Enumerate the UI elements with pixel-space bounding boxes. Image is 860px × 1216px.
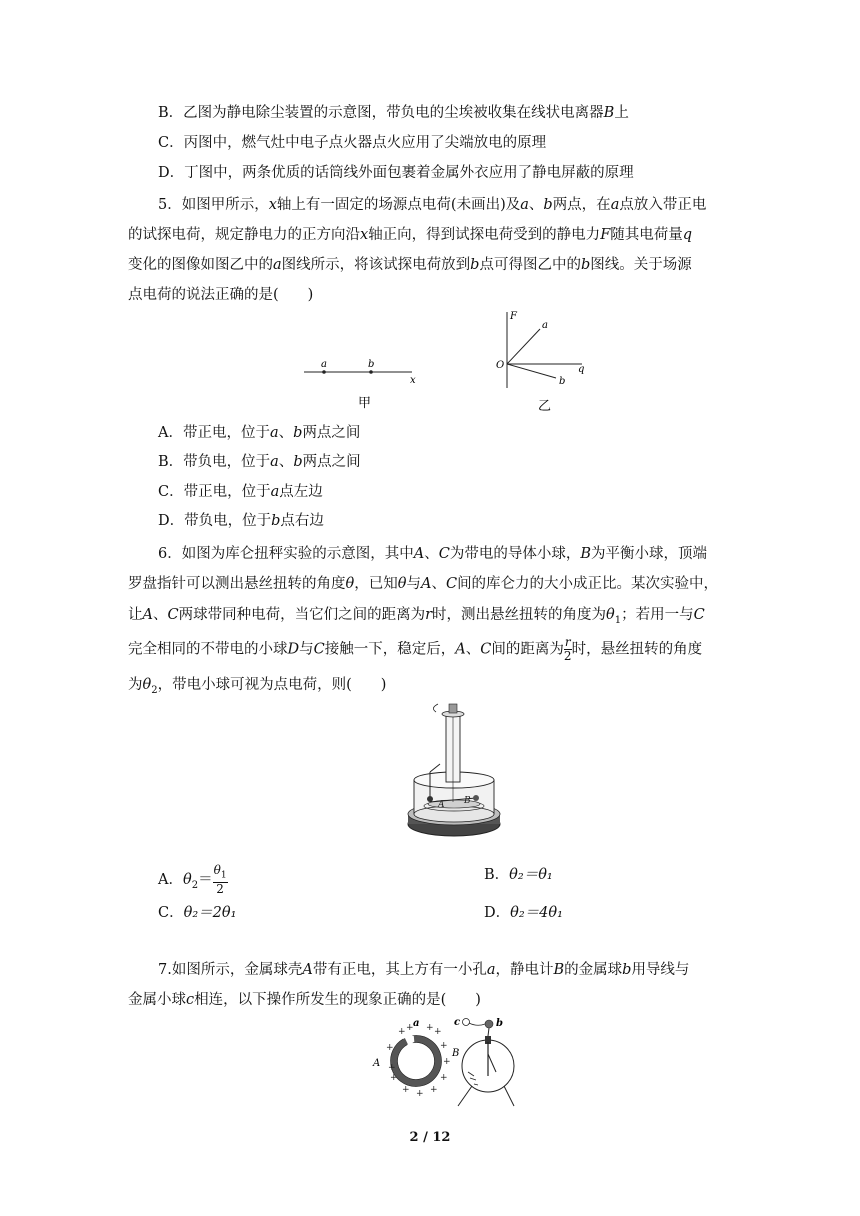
q5-stem-line4: 点电荷的说法正确的是( )	[128, 287, 314, 303]
label-F: F	[510, 311, 517, 322]
svg-text:+: +	[398, 1027, 406, 1037]
q4-option-d: D．丁图中，两条优质的话筒线外面包裹着金属外衣应用了静电屏蔽的原理	[158, 165, 634, 181]
q6-option-c: C．θ₂＝2θ₁	[158, 905, 237, 921]
caption-yi: 乙	[538, 399, 552, 414]
q6-option-d: D．θ₂＝4θ₁	[484, 905, 563, 921]
q5-stem-line3: 变化的图像如图乙中的a图线所示，将该试探电荷放到b点可得图乙中的b图线。关于场源	[128, 257, 692, 273]
fraction-theta1-over-2: $\frac{\theta_1}{2}$	[213, 863, 227, 897]
q5-option-c: C．带正电，位于a点左边	[158, 484, 323, 500]
q4-option-c: C．丙图中，燃气灶中电子点火器点火应用了尖端放电的原理	[158, 135, 547, 151]
q5-option-a: A．带正电，位于a、b两点之间	[158, 425, 361, 441]
label-A: A	[438, 800, 445, 810]
line-b	[507, 364, 556, 378]
q5-stem-line1: 5．如图甲所示，x轴上有一固定的场源点电荷(未画出)及a、b两点，在a点放入带正电	[158, 197, 707, 213]
torsion-balance-figure	[400, 702, 510, 844]
svg-text:+: +	[440, 1041, 448, 1051]
q6-stem-line2: 罗盘指针可以测出悬丝扭转的角度θ，已知θ与A、C间的库仑力的大小成正比。某次实验中，	[128, 576, 719, 592]
label-b: b	[368, 359, 375, 370]
svg-text:+: +	[416, 1089, 424, 1099]
svg-text:+: +	[390, 1073, 398, 1083]
label-a: a	[542, 320, 548, 331]
label-x: x	[410, 375, 416, 386]
q5-stem-line2: 的试探电荷，规定静电力的正方向沿x轴正向，得到试探电荷受到的静电力F随其电荷量q	[128, 227, 693, 243]
shell-electrometer-figure	[368, 1012, 528, 1110]
svg-text:+: +	[434, 1027, 442, 1037]
label-c: c	[454, 1017, 461, 1028]
q4-option-b: B．乙图为静电除尘装置的示意图，带负电的尘埃被收集在线状电离器B上	[158, 105, 629, 121]
svg-text:+: +	[388, 1063, 396, 1073]
point-b	[369, 370, 373, 374]
svg-text:+: +	[443, 1057, 451, 1067]
q6-stem-line1: 6．如图为库仑扭秤实验的示意图，其中A、C为带电的导体小球，B为平衡小球，顶端	[158, 546, 707, 562]
svg-text:+: +	[406, 1023, 414, 1033]
label-a: a	[321, 359, 327, 370]
point-a	[322, 370, 326, 374]
label-a: a	[413, 1018, 420, 1029]
label-A: A	[373, 1058, 381, 1069]
label-b: b	[496, 1018, 503, 1029]
fraction-r-over-2: $\frac{r}{2}$	[563, 635, 572, 663]
q5-option-d: D．带负电，位于b点右边	[158, 513, 324, 529]
label-B: B	[464, 796, 471, 806]
q6-stem-line5: 为$\theta_2$，带电小球可视为点电荷，则( )	[128, 677, 387, 696]
svg-text:+: +	[402, 1085, 410, 1095]
svg-text:+: +	[426, 1023, 434, 1033]
svg-text:+: +	[440, 1073, 448, 1083]
label-q: q	[578, 364, 585, 375]
label-b: b	[559, 376, 566, 387]
page-number: 2 / 12	[409, 1130, 451, 1145]
svg-text:+: +	[386, 1043, 394, 1053]
figure-jia	[300, 352, 430, 412]
q6-option-b: B．θ₂＝θ₁	[484, 867, 553, 883]
svg-text:+: +	[430, 1085, 438, 1095]
q5-option-b: B．带负电，位于a、b两点之间	[158, 454, 361, 470]
figure-yi	[490, 306, 600, 416]
caption-jia: 甲	[358, 396, 372, 411]
q6-option-a: A．$\theta_2=$ $\frac{\theta_1}{2}$	[158, 863, 227, 897]
line-a	[507, 329, 540, 364]
q6-stem-line4: 完全相同的不带电的小球D与C接触一下，稳定后，A、C间的距离为 $\frac{r}{2}$ 时，悬丝扭转的角度	[128, 635, 703, 663]
label-O: O	[496, 360, 505, 371]
q7-stem-line1: 7.如图所示，金属球壳A带有正电，其上方有一小孔a，静电计B的金属球b用导线与	[158, 962, 690, 978]
q6-stem-line3: 让A、C两球带同种电荷，当它们之间的距离为r时，测出悬丝扭转的角度为$\theta_1$；若用一与C	[128, 607, 705, 626]
q7-stem-line2: 金属小球c相连，以下操作所发生的现象正确的是( )	[128, 992, 481, 1008]
label-B: B	[452, 1048, 460, 1059]
